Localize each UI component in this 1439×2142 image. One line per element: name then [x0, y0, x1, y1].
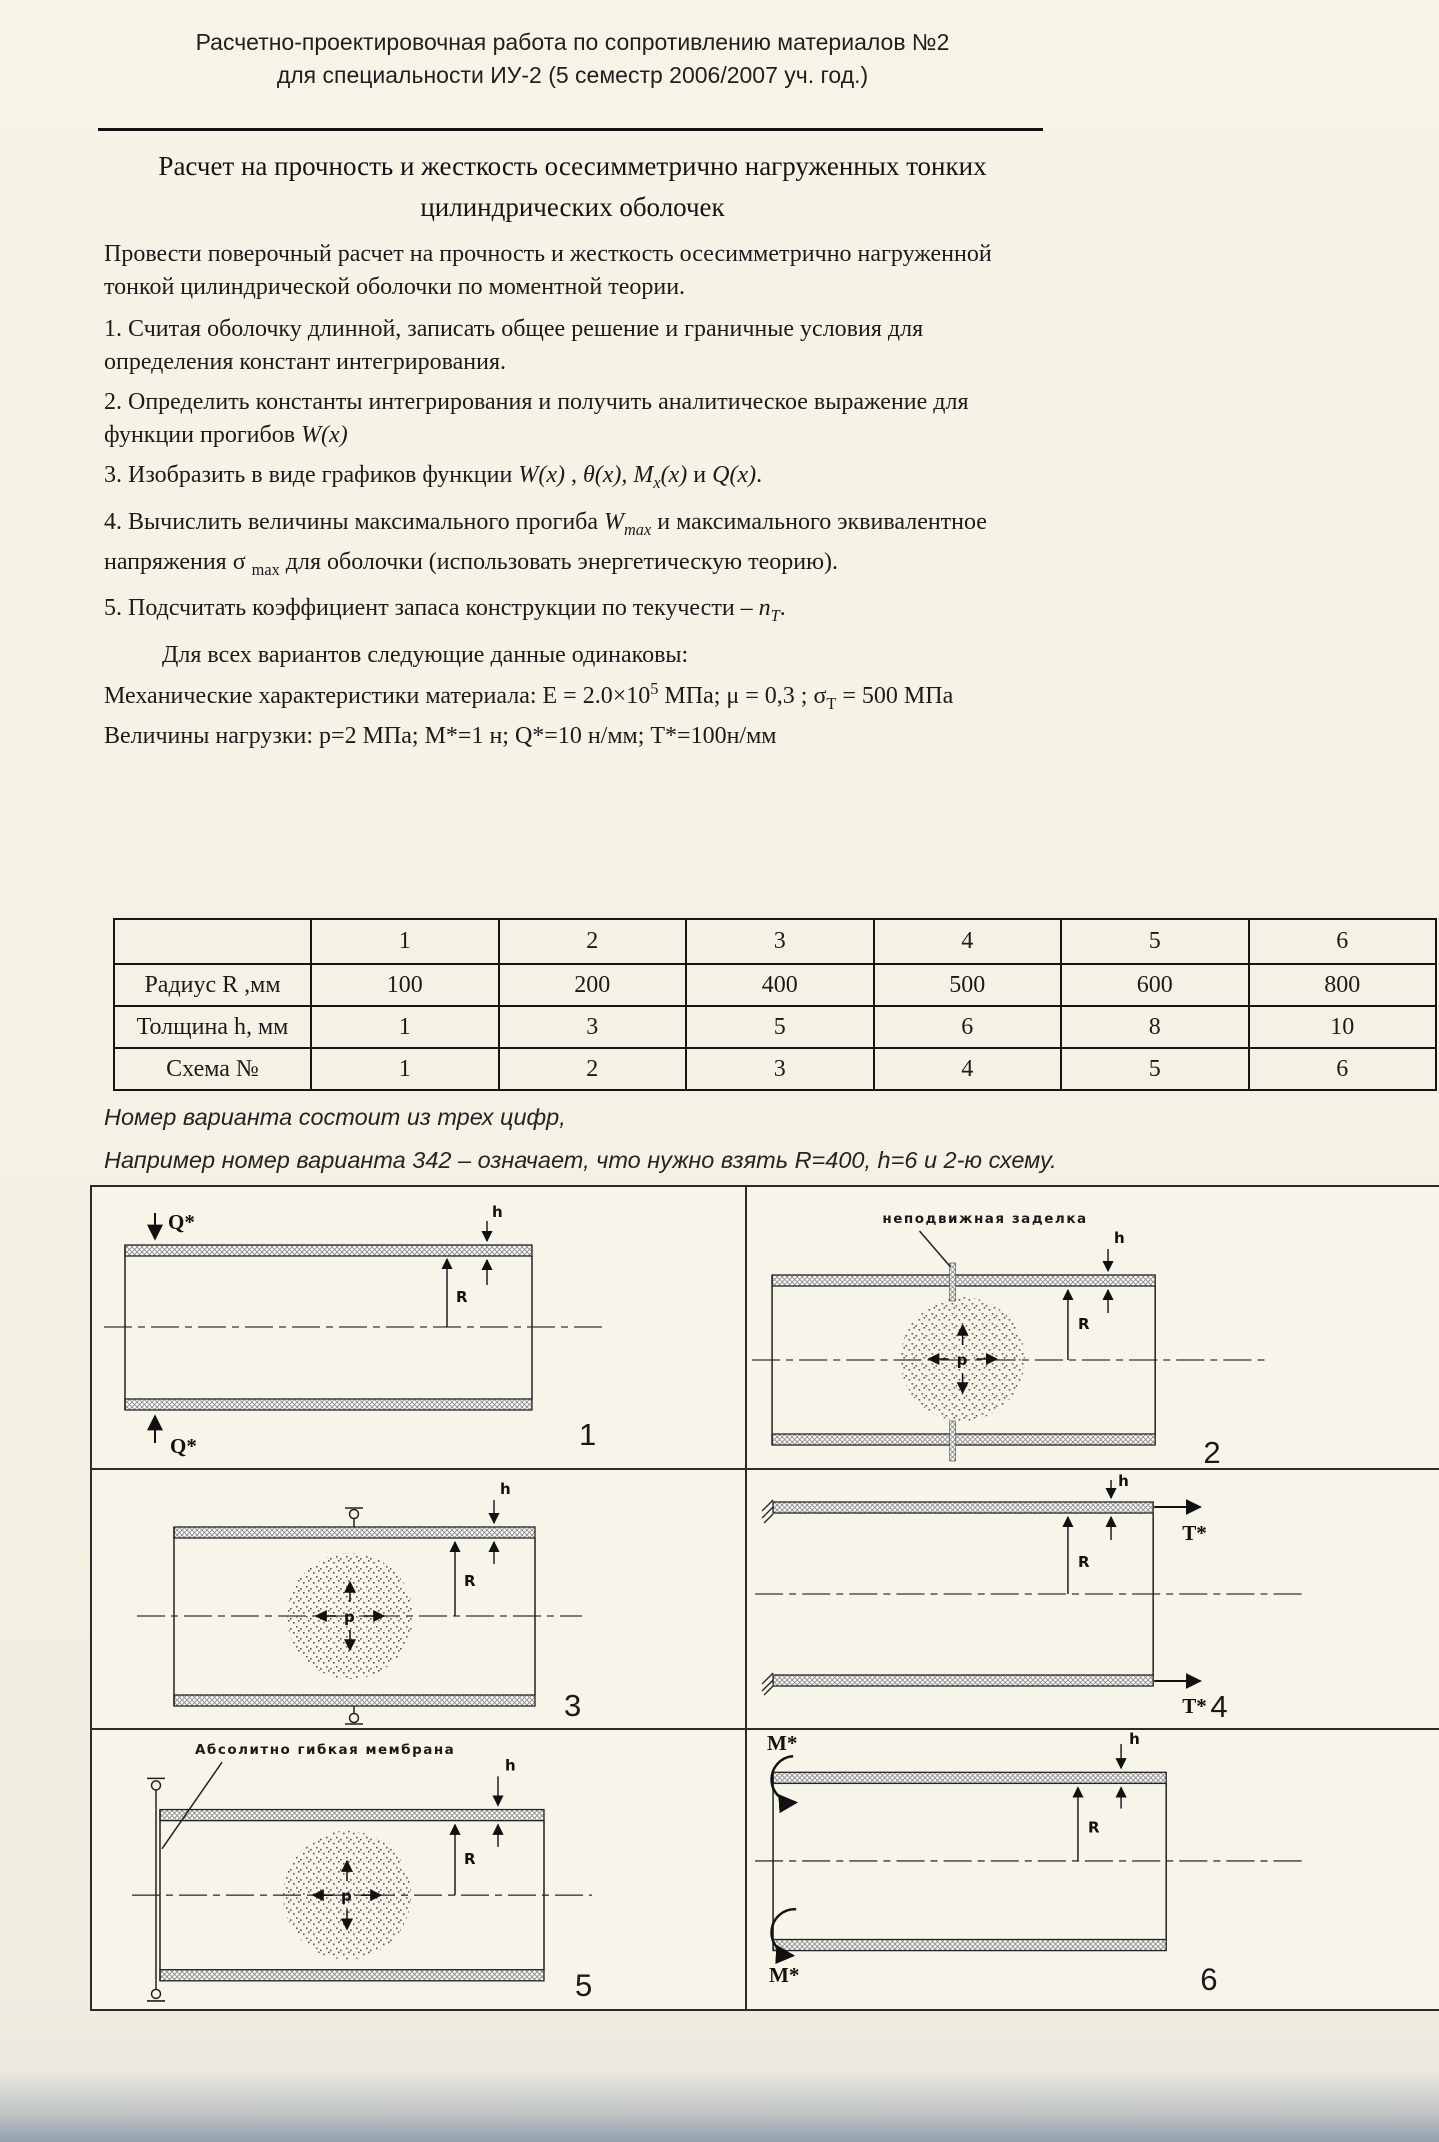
intro-paragraph: Провести поверочный расчет на прочность и жесткость осесимметрично нагруженной тонкой цилиндрической оболочки по моментной теории.	[104, 241, 992, 300]
r-dim-label: R	[464, 1572, 476, 1590]
moment-label-top: M*	[767, 1731, 798, 1756]
r-dim-label: R	[456, 1288, 468, 1306]
fixed-support-hatch-bottom	[762, 1673, 773, 1695]
shell-bottom-wall	[160, 1970, 544, 1981]
support-leader-line	[919, 1231, 950, 1267]
scheme-1	[92, 1187, 747, 1470]
note-line-1: Номер варианта состоит из трех цифр,	[104, 1104, 566, 1130]
h-dim-label: h	[492, 1203, 503, 1221]
col-header: 4	[874, 919, 1062, 964]
row-label: Толщина h, мм	[114, 1006, 311, 1048]
shell-top-wall	[773, 1772, 1166, 1783]
task-4: 4. Вычислить величины максимального прогиба $W_{max}$ и максимального эквивалентное напряжения σ $_{max}$ для оболочки (использовать энергетическую теорию).	[104, 508, 987, 579]
fixed-support-mark-top	[950, 1263, 956, 1301]
scheme-5	[92, 1730, 747, 2009]
scheme-diagrams-grid	[90, 1185, 1439, 2011]
document-header	[70, 26, 1075, 93]
task-1: 1. Считая оболочку длинной, записать общее решение и граничные условия для определения констант интегрирования.	[104, 316, 924, 375]
h-dim-label: h	[1129, 1730, 1140, 1749]
scheme-3-drawing	[92, 1470, 745, 1728]
scheme-6-drawing	[747, 1730, 1439, 2009]
scheme-number: 2	[1203, 1435, 1221, 1468]
scheme-number: 5	[575, 1967, 593, 2003]
scheme-3	[92, 1470, 747, 1730]
title-line-2: цилиндрических оболочек	[420, 191, 725, 222]
task-5: 5. Подсчитать коэффициент запаса конструкции по текучести – $n_T$.	[104, 595, 786, 626]
shell-bottom-wall	[773, 1940, 1166, 1951]
moment-label-bottom: M*	[769, 1962, 800, 1987]
shell-bottom-wall	[174, 1695, 535, 1706]
pin-support-bottom	[147, 1981, 165, 2001]
title-line-1: Расчет на прочность и жесткость осесимметрично нагруженных тонких	[158, 151, 987, 181]
pressure-label: p	[344, 1608, 355, 1626]
scheme-number: 1	[579, 1417, 597, 1452]
shell-top-wall	[772, 1275, 1155, 1286]
col-header: 1	[311, 919, 499, 964]
cell: 200	[499, 964, 687, 1006]
shell-top-wall	[160, 1810, 544, 1821]
col-header: 2	[499, 919, 687, 964]
table-header-row	[114, 919, 1436, 964]
mechanical-characteristics-line: Механические характеристики материала: $Е = 2.0\times 10^5$ МПа; μ = 0,3 ; $\sigma_Т = 500$ МПа	[104, 679, 954, 713]
cell: 1	[311, 1048, 499, 1090]
shell-top-wall	[773, 1502, 1153, 1513]
load-values-line: Величины нагрузки: р=2 МПа; М*=1 н; Q*=10 н/мм; Т*=100н/мм	[104, 722, 777, 749]
cell: 10	[1249, 1006, 1437, 1048]
q-load-label-top: Q*	[168, 1210, 195, 1234]
cell: 500	[874, 964, 1062, 1006]
header-line-2: для специальности ИУ-2 (5 семестр 2006/2007 уч. год.)	[276, 62, 869, 89]
t-load-label-top: T*	[1182, 1521, 1207, 1545]
scheme-4	[747, 1470, 1439, 1730]
pin-support-top	[147, 1778, 165, 1809]
cell: 600	[1061, 964, 1249, 1006]
cell: 800	[1249, 964, 1437, 1006]
variants-table	[113, 918, 1437, 1091]
scheme-1-drawing	[92, 1187, 745, 1468]
h-dim-label: h	[1118, 1472, 1129, 1490]
cell: 4	[874, 1048, 1062, 1090]
col-header: 5	[1061, 919, 1249, 964]
cell: 2	[499, 1048, 687, 1090]
assignment-body	[104, 238, 1036, 760]
scheme-number: 3	[564, 1688, 582, 1723]
pin-support-bottom	[345, 1706, 363, 1724]
task-2: 2. Определить константы интегрирования и получить аналитическое выражение для функции прогибов W(x)	[104, 389, 969, 448]
page-title	[70, 146, 1075, 227]
cell: 100	[311, 964, 499, 1006]
pressure-label: p	[956, 1351, 968, 1369]
scheme-4-drawing	[747, 1470, 1439, 1728]
r-dim-label: R	[464, 1849, 476, 1868]
fixed-support-label: неподвижная заделка	[882, 1211, 1088, 1227]
scheme-2	[747, 1187, 1439, 1470]
q-load-label-bottom: Q*	[170, 1434, 197, 1458]
scheme-6	[747, 1730, 1439, 2009]
cell: 5	[1061, 1048, 1249, 1090]
col-header: 6	[1249, 919, 1437, 964]
scanner-edge-artifact	[0, 2072, 1439, 2142]
shell-top-wall	[125, 1245, 532, 1256]
common-data-line: Для всех вариантов следующие данные одинаковы:	[162, 642, 689, 669]
variant-note	[104, 1096, 1304, 1182]
h-dim-label: h	[1114, 1229, 1125, 1247]
scheme-2-drawing	[747, 1187, 1439, 1468]
cell: 8	[1061, 1006, 1249, 1048]
shell-bottom-wall	[772, 1434, 1155, 1445]
row-label: Радиус R ,мм	[114, 964, 311, 1006]
task-3: 3. Изобразить в виде графиков функции W(x) , θ(x), $M_x(x)$ и Q(x).	[104, 462, 763, 492]
cell: 6	[874, 1006, 1062, 1048]
table-row-scheme	[114, 1048, 1436, 1090]
header-line-1: Расчетно-проектировочная работа по сопротивлению материалов №2	[195, 29, 950, 55]
scheme-5-drawing	[92, 1730, 745, 2009]
r-dim-label: R	[1087, 1818, 1100, 1837]
shell-top-wall	[174, 1527, 535, 1538]
pressure-label: p	[341, 1887, 352, 1906]
shell-bottom-wall	[125, 1399, 532, 1410]
table-corner-cell	[114, 919, 311, 964]
membrane-leader-line	[162, 1762, 222, 1849]
r-dim-label: R	[1077, 1553, 1090, 1571]
col-header: 3	[686, 919, 874, 964]
r-dim-label: R	[1077, 1315, 1090, 1333]
row-label: Схема №	[114, 1048, 311, 1090]
fixed-support-hatch-top	[762, 1500, 773, 1523]
cell: 3	[499, 1006, 687, 1048]
fixed-support-mark-bottom	[950, 1421, 956, 1461]
cell: 5	[686, 1006, 874, 1048]
shell-bottom-wall	[773, 1675, 1153, 1686]
cell: 400	[686, 964, 874, 1006]
header-divider	[98, 128, 1043, 131]
scheme-number: 6	[1200, 1961, 1218, 1997]
note-line-2: Например номер варианта 342 – означает, что нужно взять R=400, h=6 и 2-ю схему.	[104, 1147, 1057, 1173]
scheme-number: 4	[1210, 1689, 1228, 1724]
table-row-thickness	[114, 1006, 1436, 1048]
h-dim-label: h	[500, 1480, 511, 1498]
t-load-label-bottom: T*	[1182, 1694, 1207, 1718]
membrane-label: Абсолитно гибкая мембрана	[195, 1742, 456, 1759]
pin-support-top	[345, 1508, 363, 1527]
cell: 6	[1249, 1048, 1437, 1090]
h-dim-label: h	[505, 1756, 516, 1775]
cell: 3	[686, 1048, 874, 1090]
cell: 1	[311, 1006, 499, 1048]
table-row-radius	[114, 964, 1436, 1006]
